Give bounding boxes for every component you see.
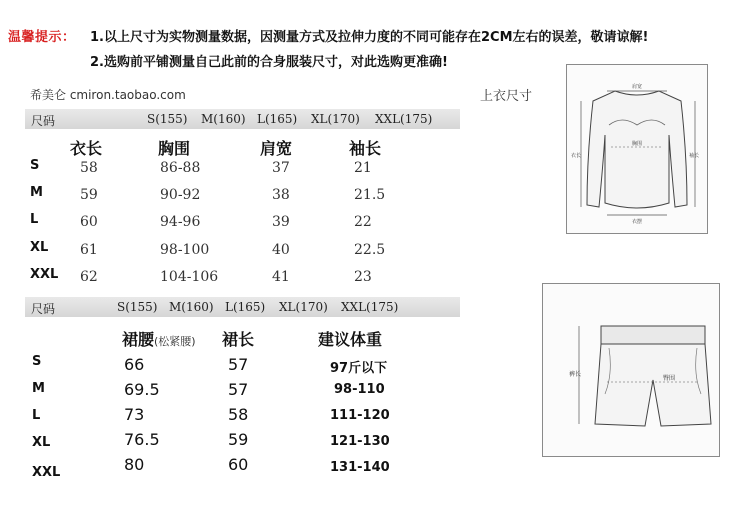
waist-value: 66: [124, 355, 145, 374]
row-size-label: M: [32, 381, 45, 396]
chest-value: 104-106: [160, 269, 219, 285]
notice-line-1: 1.以上尺寸为实物测量数据，因测量方式及拉伸力度的不同可能存在2CM左右的误差，敬请谅解!: [90, 30, 649, 45]
row-size-label: S: [32, 354, 42, 369]
size-option: M(160): [169, 300, 214, 314]
shoulder-value: 38: [272, 187, 290, 203]
length-value: 61: [80, 242, 98, 258]
header-recommended-weight: 建议体重: [318, 330, 383, 349]
row-size-label: M: [30, 185, 43, 200]
header-shoulder: 肩宽: [260, 139, 293, 158]
hem-label: 衣摆: [631, 219, 643, 225]
header-length: 衣长: [70, 139, 103, 158]
size-option: S(155): [117, 300, 158, 314]
skirt-length-value: 60: [228, 455, 249, 474]
sleeve-value: 21.5: [354, 187, 386, 203]
waist-value: 69.5: [124, 380, 160, 399]
size-column-label: 尺码: [31, 114, 56, 128]
row-size-label: XXL: [32, 465, 61, 480]
length-value: 60: [80, 214, 98, 230]
size-option: M(160): [201, 112, 246, 126]
header-skirt-length: 裙长: [222, 330, 255, 349]
chest-value: 94-96: [160, 214, 201, 230]
weight-value: 97斤以下: [330, 361, 388, 376]
shoulder-value: 39: [272, 214, 290, 230]
row-size-label: L: [30, 212, 39, 227]
skirt-length-value: 59: [228, 430, 249, 449]
waist-value: 76.5: [124, 430, 160, 449]
skirt-length-value: 58: [228, 405, 249, 424]
size-option: S(155): [147, 112, 188, 126]
sleeve-length-label: 袖长: [689, 153, 700, 159]
skirt-length-value: 57: [228, 380, 249, 399]
sleeve-value: 22.5: [354, 242, 386, 258]
weight-value: 131-140: [330, 460, 390, 475]
size-option: XXL(175): [375, 112, 433, 126]
size-option: XXL(175): [341, 300, 399, 314]
header-waist-label: 裙腰: [122, 330, 155, 349]
row-size-label: XL: [30, 240, 49, 255]
size-column-label: 尺码: [31, 302, 56, 316]
shorts-length-label: 裤长: [569, 371, 582, 378]
chest-value: 98-100: [160, 242, 210, 258]
shoulder-width-label: 肩宽: [631, 84, 643, 90]
size-option: L(165): [225, 300, 266, 314]
waist-value: 73: [124, 405, 145, 424]
length-value: 62: [80, 269, 98, 285]
length-value: 59: [80, 187, 98, 203]
shoulder-value: 37: [272, 160, 290, 176]
sleeve-value: 21: [354, 160, 372, 176]
sleeve-value: 23: [354, 269, 372, 285]
chest-label: 胸围: [631, 141, 643, 147]
shirt-measurement-diagram: [566, 64, 708, 234]
header-waist: [122, 327, 196, 350]
shoulder-value: 41: [272, 269, 290, 285]
shirt-illustration: [567, 65, 707, 233]
chest-value: 90-92: [160, 187, 201, 203]
weight-value: 111-120: [330, 408, 390, 423]
notice-line-2: 2.选购前平铺测量自己此前的合身服装尺寸，对此选购更准确!: [90, 55, 448, 70]
row-size-label: S: [30, 158, 40, 173]
notice-label: 温馨提示：: [8, 30, 76, 45]
header-waist-note: (松紧腰): [154, 335, 196, 348]
shorts-illustration: [543, 284, 719, 456]
garment-length-label: 衣长: [571, 153, 582, 159]
skirt-length-value: 57: [228, 355, 249, 374]
weight-value: 121-130: [330, 434, 390, 449]
shoulder-value: 40: [272, 242, 290, 258]
shop-brand: 希美仑 cmiron.taobao.com: [30, 88, 186, 102]
header-chest: 胸围: [158, 139, 191, 158]
sleeve-value: 22: [354, 214, 372, 230]
top-size-header-band: [25, 109, 460, 129]
size-option: XL(170): [279, 300, 328, 314]
shorts-measurement-diagram: [542, 283, 720, 457]
row-size-label: XL: [32, 435, 51, 450]
row-size-label: L: [32, 408, 41, 423]
header-sleeve: 袖长: [349, 139, 382, 158]
hip-label: 臀围: [663, 375, 676, 382]
bottom-size-header-band: [25, 297, 460, 317]
size-option: L(165): [257, 112, 298, 126]
top-size-section-title: 上衣尺寸: [480, 89, 533, 104]
chest-value: 86-88: [160, 160, 201, 176]
waist-value: 80: [124, 455, 145, 474]
size-option: XL(170): [311, 112, 360, 126]
length-value: 58: [80, 160, 98, 176]
row-size-label: XXL: [30, 267, 59, 282]
weight-value: 98-110: [334, 382, 385, 397]
